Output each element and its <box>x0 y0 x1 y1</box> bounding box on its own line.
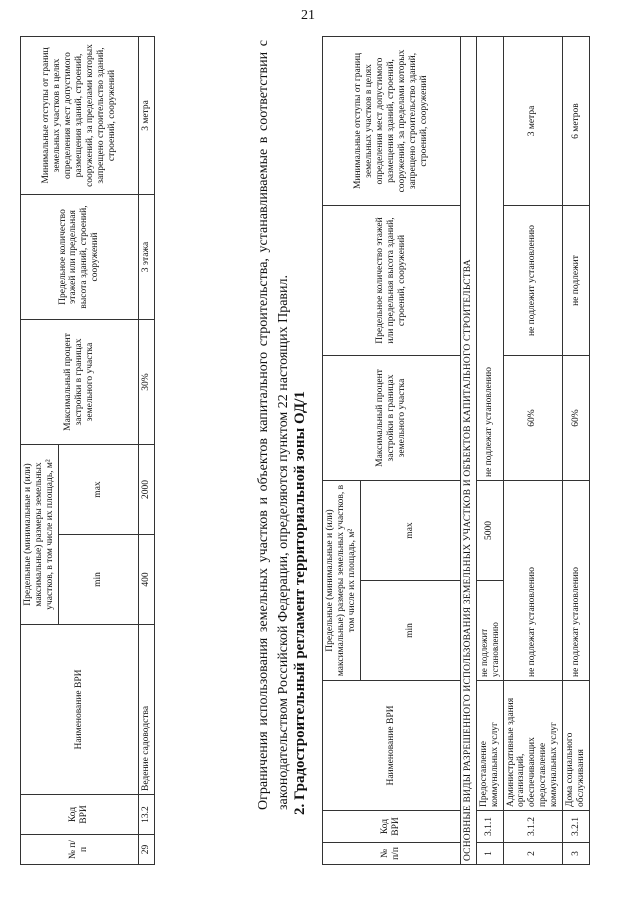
header-code: Код ВРИ <box>21 795 139 835</box>
page-number: 21 <box>301 8 315 23</box>
section-heading: 2. Градостроительный регламент территориальной зоны ОД/1 <box>292 391 308 815</box>
header-max: max <box>360 481 460 581</box>
header-name: Наименование ВРИ <box>21 625 139 795</box>
header-percent: Максимальный процент застройки в границах земельного участка <box>21 320 139 445</box>
header-setback: Минимальные отступы от границ земельных участков в целях определения мест допустимого размещения зданий, строений, сооружений, за пределами которых запрещено строительство зданий, строений, сооружений <box>323 37 461 206</box>
row-name: Ведение садоводства <box>138 625 154 795</box>
row-sizes: не подлежат установлению <box>503 481 563 681</box>
header-setback: Минимальные отступы от границ земельных участков в целях определения мест допустимого размещения зданий, строений, сооружений, за пределами которых запрещено строительство зданий, строений, сооружений <box>21 37 139 195</box>
row-sizes: не подлежат установлению <box>563 481 590 681</box>
row-percent: 60% <box>503 356 563 481</box>
row-name: Предоставление коммунальных услуг <box>476 681 503 811</box>
zoning-table-continued <box>20 36 155 865</box>
row-code: 3.1.1 <box>476 811 503 843</box>
row-name: Дома социального обслуживания <box>563 681 590 811</box>
header-floors: Предельное количество этажей или предельная высота зданий, строений, сооружений <box>21 195 139 320</box>
row-code: 3.1.2 <box>503 811 563 843</box>
header-sizes: Предельные (минимальные и (или) максимальные) размеры земельных участков, в том числе их площадь, м² <box>323 481 361 681</box>
table-row <box>563 37 590 865</box>
row-min: не подлежит установлению <box>476 581 503 681</box>
header-floors: Предельное количество этажей или предельная высота зданий, строений, сооружений <box>323 206 461 356</box>
row-num: 1 <box>476 843 503 865</box>
row-max: 5000 <box>476 481 503 581</box>
header-num: № п/п <box>323 843 461 865</box>
table-row <box>138 37 154 865</box>
header-percent: Максимальный процент застройки в границах земельного участка <box>323 356 461 481</box>
header-code: Код ВРИ <box>323 811 461 843</box>
table-row <box>476 37 503 865</box>
row-rest: не подлежат установлению <box>476 37 503 481</box>
row-max: 2000 <box>138 445 154 535</box>
section-row <box>460 37 476 865</box>
row-code: 13.2 <box>138 795 154 835</box>
row-min: 400 <box>138 535 154 625</box>
header-min: min <box>360 581 460 681</box>
header-name: Наименование ВРИ <box>323 681 461 811</box>
header-min: min <box>58 535 138 625</box>
row-floors: 3 этажа <box>138 195 154 320</box>
row-num: 3 <box>563 843 590 865</box>
section-label: ОСНОВНЫЕ ВИДЫ РАЗРЕШЕННОГО ИСПОЛЬЗОВАНИЯ ЗЕМЕЛЬНЫХ УЧАСТКОВ И ОБЪЕКТОВ КАПИТАЛЬНОГО СТРОИТЕЛЬСТВА <box>460 37 476 865</box>
zoning-table-od1 <box>322 36 590 865</box>
header-max: max <box>58 445 138 535</box>
row-num: 29 <box>138 835 154 865</box>
row-setback: 3 метра <box>138 37 154 195</box>
row-floors: не подлежит установлению <box>503 206 563 356</box>
header-num: № п/п <box>21 835 139 865</box>
row-percent: 60% <box>563 356 590 481</box>
row-num: 2 <box>503 843 563 865</box>
row-setback: 6 метров <box>563 37 590 206</box>
row-name: Административные здания организаций, обеспечивающих предоставление коммунальных услуг <box>503 681 563 811</box>
restrictions-paragraph: Ограничения использования земельных участков и объектов капитального строительства, устанавливаемые в соответствии с законодательством Российской Федерации, определяются пунктом 22 настоящих Правил. <box>256 40 292 810</box>
row-code: 3.2.1 <box>563 811 590 843</box>
header-sizes: Предельные (минимальные и (или) максимальные) размеры земельных участков, в том числе их площадь, м² <box>21 445 59 625</box>
table-row <box>503 37 563 865</box>
row-percent: 30% <box>138 320 154 445</box>
row-setback: 3 метра <box>503 37 563 206</box>
row-floors: не подлежит <box>563 206 590 356</box>
